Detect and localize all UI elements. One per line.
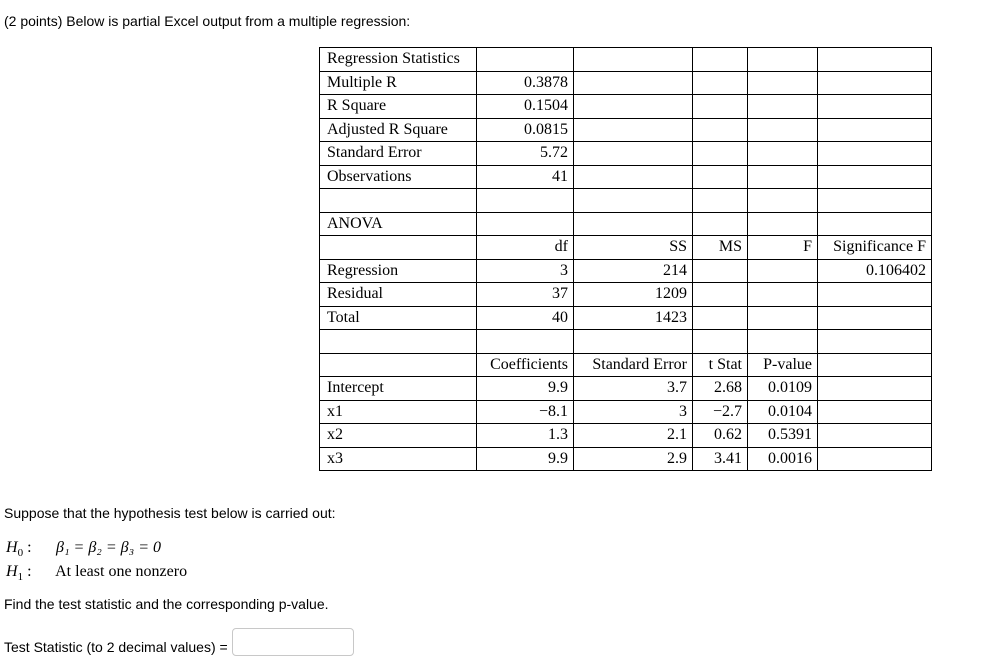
table-cell	[574, 118, 693, 142]
table-cell: 37	[477, 283, 574, 307]
null-hypothesis	[6, 539, 161, 559]
table-row	[320, 283, 932, 307]
test-statistic-label: Test Statistic (to 2 decimal values) =	[4, 639, 228, 655]
table-row	[320, 48, 932, 72]
table-cell	[818, 95, 932, 119]
table-row	[320, 142, 932, 166]
table-cell: Adjusted R Square	[320, 118, 477, 142]
table-cell: 1.3	[477, 424, 574, 448]
table-cell	[818, 165, 932, 189]
table-cell	[748, 95, 818, 119]
table-cell	[818, 71, 932, 95]
find-instruction: Find the test statistic and the corresponding p-value.	[4, 596, 329, 612]
table-cell: 0.106402	[818, 259, 932, 283]
table-cell	[818, 48, 932, 72]
table-row	[320, 165, 932, 189]
table-cell	[818, 400, 932, 424]
table-cell	[818, 212, 932, 236]
table-row	[320, 447, 932, 471]
table-cell	[693, 118, 748, 142]
table-cell	[693, 71, 748, 95]
table-cell	[818, 353, 932, 377]
table-cell	[748, 142, 818, 166]
table-row	[320, 377, 932, 401]
table-row	[320, 189, 932, 213]
hypothesis-intro: Suppose that the hypothesis test below is carried out:	[4, 505, 336, 521]
table-cell: R Square	[320, 95, 477, 119]
table-row	[320, 400, 932, 424]
table-cell: 0.1504	[477, 95, 574, 119]
table-cell: 0.62	[693, 424, 748, 448]
table-cell	[748, 283, 818, 307]
table-cell	[693, 142, 748, 166]
table-cell	[748, 165, 818, 189]
table-cell: 3	[477, 259, 574, 283]
table-row	[320, 118, 932, 142]
table-cell	[693, 212, 748, 236]
table-row	[320, 259, 932, 283]
table-cell	[574, 212, 693, 236]
table-cell: 41	[477, 165, 574, 189]
table-cell: df	[477, 236, 574, 260]
table-cell: Regression Statistics	[320, 48, 477, 72]
table-cell	[818, 424, 932, 448]
table-cell: x2	[320, 424, 477, 448]
table-cell: 0.0104	[748, 400, 818, 424]
alternative-hypothesis-statement: At least one nonzero	[55, 563, 188, 580]
table-cell	[477, 330, 574, 354]
table-cell: Intercept	[320, 377, 477, 401]
table-cell	[574, 189, 693, 213]
table-cell: Regression	[320, 259, 477, 283]
table-cell	[320, 189, 477, 213]
table-cell: ANOVA	[320, 212, 477, 236]
alternative-hypothesis	[6, 563, 187, 583]
table-cell	[748, 71, 818, 95]
table-cell	[748, 306, 818, 330]
table-row	[320, 306, 932, 330]
table-cell: x1	[320, 400, 477, 424]
table-cell: x3	[320, 447, 477, 471]
table-cell	[818, 330, 932, 354]
table-cell	[818, 283, 932, 307]
table-cell: Total	[320, 306, 477, 330]
table-row	[320, 95, 932, 119]
table-row	[320, 353, 932, 377]
table-cell: 0.0016	[748, 447, 818, 471]
table-cell: 214	[574, 259, 693, 283]
table-cell	[748, 189, 818, 213]
table-cell	[693, 165, 748, 189]
table-cell	[477, 189, 574, 213]
table-cell	[818, 306, 932, 330]
table-cell: 1209	[574, 283, 693, 307]
table-cell	[818, 118, 932, 142]
table-cell	[693, 189, 748, 213]
table-cell	[748, 48, 818, 72]
table-cell	[693, 330, 748, 354]
table-row	[320, 212, 932, 236]
regression-output-table	[319, 47, 932, 471]
table-row	[320, 236, 932, 260]
table-cell	[748, 330, 818, 354]
table-cell	[574, 142, 693, 166]
table-cell: 9.9	[477, 447, 574, 471]
table-cell: 2.1	[574, 424, 693, 448]
table-cell	[320, 353, 477, 377]
table-cell: −2.7	[693, 400, 748, 424]
table-cell: 2.9	[574, 447, 693, 471]
test-statistic-input[interactable]	[232, 628, 354, 656]
null-hypothesis-statement: β₁ = β₂ = β₃ = 0	[56, 539, 161, 556]
table-cell	[693, 48, 748, 72]
table-cell: 40	[477, 306, 574, 330]
table-cell: F	[748, 236, 818, 260]
table-cell	[693, 95, 748, 119]
table-cell: 9.9	[477, 377, 574, 401]
table-cell: SS	[574, 236, 693, 260]
table-cell	[693, 259, 748, 283]
table-cell	[748, 259, 818, 283]
table-cell	[748, 212, 818, 236]
table-cell	[477, 212, 574, 236]
question-intro: (2 points) Below is partial Excel output from a multiple regression:	[4, 13, 411, 29]
table-cell: Coefficients	[477, 353, 574, 377]
table-cell: −8.1	[477, 400, 574, 424]
table-cell: Observations	[320, 165, 477, 189]
table-cell	[748, 118, 818, 142]
table-row	[320, 424, 932, 448]
table-cell	[818, 377, 932, 401]
table-cell: Significance F	[818, 236, 932, 260]
table-cell: Residual	[320, 283, 477, 307]
table-cell: 1423	[574, 306, 693, 330]
table-cell: Standard Error	[320, 142, 477, 166]
table-cell: P-value	[748, 353, 818, 377]
table-cell: 0.0815	[477, 118, 574, 142]
table-cell: 5.72	[477, 142, 574, 166]
table-cell	[477, 48, 574, 72]
table-cell	[818, 447, 932, 471]
table-cell	[320, 330, 477, 354]
table-cell: MS	[693, 236, 748, 260]
table-cell	[693, 306, 748, 330]
table-cell	[574, 165, 693, 189]
table-cell: 3.7	[574, 377, 693, 401]
table-cell: 0.3878	[477, 71, 574, 95]
table-cell	[574, 71, 693, 95]
table-cell	[818, 189, 932, 213]
table-cell	[574, 95, 693, 119]
null-hypothesis-label: $H_0$ :	[6, 539, 32, 560]
table-cell: Standard Error	[574, 353, 693, 377]
table-cell	[574, 330, 693, 354]
table-cell: Multiple R	[320, 71, 477, 95]
table-cell	[818, 142, 932, 166]
table-cell: 0.0109	[748, 377, 818, 401]
alternative-hypothesis-label: $H_1$ :	[6, 563, 32, 584]
table-cell	[693, 283, 748, 307]
table-cell	[574, 48, 693, 72]
table-cell: 3	[574, 400, 693, 424]
table-row	[320, 330, 932, 354]
table-cell: t Stat	[693, 353, 748, 377]
table-cell: 0.5391	[748, 424, 818, 448]
table-cell	[320, 236, 477, 260]
table-cell: 2.68	[693, 377, 748, 401]
table-cell: 3.41	[693, 447, 748, 471]
table-row	[320, 71, 932, 95]
